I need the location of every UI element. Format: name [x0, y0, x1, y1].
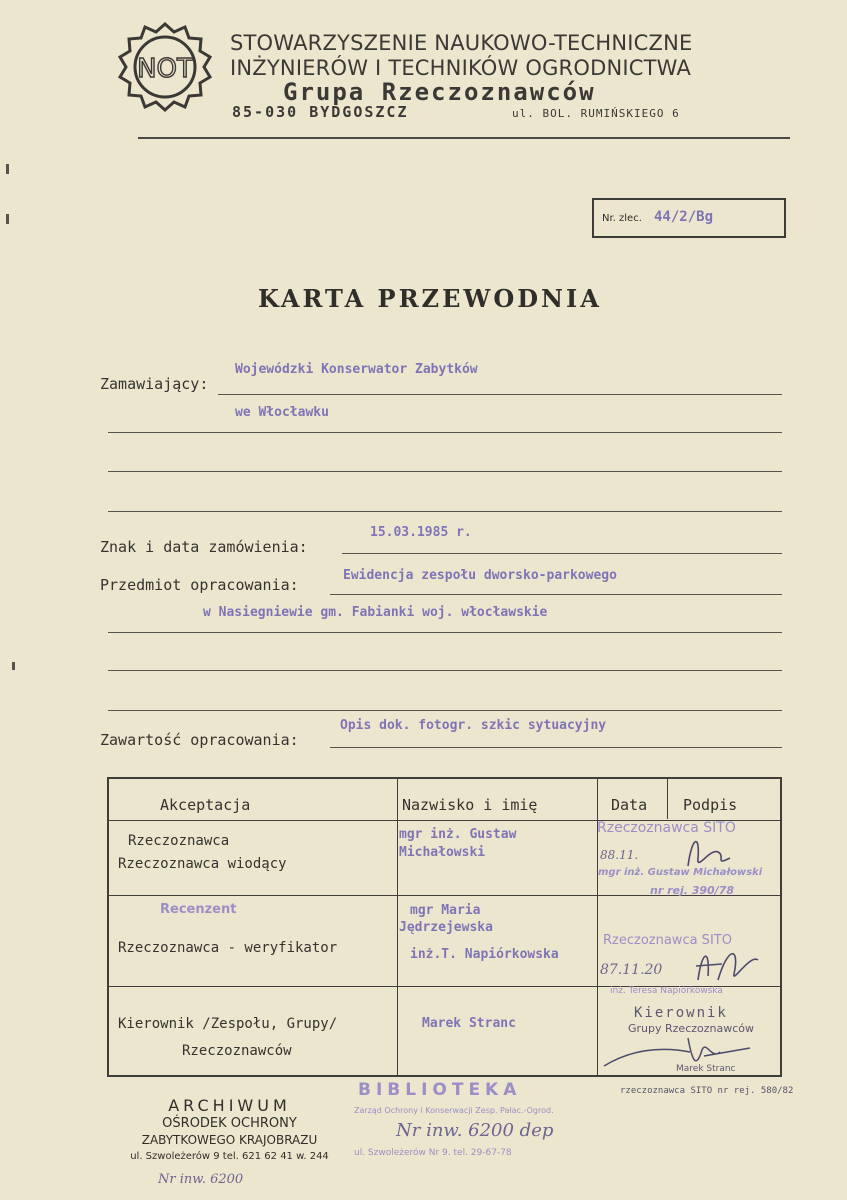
margin-mark-3 [12, 662, 15, 670]
header-city: 85-030 BYDGOSZCZ [232, 103, 409, 121]
order-date-label: Znak i data zamówienia: [100, 538, 308, 556]
header-organization-line2: INŻYNIERÓW I TECHNIKÓW OGRODNICTWA [230, 56, 692, 80]
library-stamp-line2: Zarząd Ochrony i Konserwacji Zesp. Pałac.-Ogrod. [354, 1106, 554, 1115]
sito-registry-stamp: rzeczoznawca SITO nr rej. 580/82 [620, 1086, 794, 1096]
contents-label: Zawartość opracowania: [100, 731, 299, 749]
subject-value-line1: Ewidencja zespołu dworsko-parkowego [343, 568, 617, 583]
client-rule-2 [108, 432, 782, 433]
row1-stamp-name: mgr inż. Gustaw Michałowski [598, 867, 763, 878]
row1-role-line1: Rzeczoznawca [128, 833, 230, 849]
row1-name-line1: mgr inż. Gustaw [399, 827, 517, 842]
svg-text:NOT: NOT [137, 54, 193, 84]
row2-name-line2: Jędrzejewska [399, 920, 493, 935]
subject-rule-1 [330, 594, 782, 595]
archive-stamp-line2: OŚRODEK OCHRONY [162, 1116, 297, 1131]
row1-stamp-registry: nr rej. 390/78 [650, 884, 735, 897]
subject-label: Przedmiot opracowania: [100, 576, 299, 594]
margin-mark-1 [6, 164, 9, 174]
header-street: ul. BOL. RUMIŃSKIEGO 6 [512, 107, 680, 120]
row1-stamp-title: Rzeczoznawca SITO [597, 820, 736, 836]
subject-rule-3 [108, 670, 782, 671]
table-header-nazwisko: Nazwisko i imię [402, 796, 538, 814]
archive-stamp-title: ARCHIWUM [168, 1096, 291, 1115]
row2-signature [688, 940, 778, 990]
row2-stamp-name: inż. Teresa Napiórkowska [610, 986, 723, 996]
subject-value-line2: w Nasiegniewie gm. Fabianki woj. włocławskie [203, 605, 548, 620]
row2-name-line1: mgr Maria [410, 903, 481, 918]
margin-mark-2 [6, 214, 9, 224]
ndt-gear-logo [112, 20, 218, 126]
client-rule-3 [108, 471, 782, 472]
library-stamp-address: ul. Szwoleżerów Nr 9. tel. 29-67-78 [354, 1148, 512, 1158]
row3-stamp-title: Kierownik [634, 1005, 728, 1021]
order-date-value: 15.03.1985 r. [370, 525, 472, 540]
row3-role-line2: Rzeczoznawców [182, 1043, 292, 1059]
client-value-line1: Wojewódzki Konserwator Zabytków [235, 362, 478, 377]
row3-signature [600, 1030, 780, 1075]
row3-role-line1: Kierownik /Zespołu, Grupy/ [118, 1016, 338, 1032]
row2-date: 87.11.20 [600, 962, 663, 978]
contents-value: Opis dok. fotogr. szkic sytuacyjny [340, 718, 607, 733]
subject-rule-2 [108, 632, 782, 633]
table-header-data: Data [611, 796, 648, 814]
table-header-akceptacja: Akceptacja [160, 796, 251, 814]
client-rule-1 [218, 394, 782, 395]
row3-stamp-group: Grupy Rzeczoznawców [628, 1022, 755, 1035]
library-stamp-title: BIBLIOTEKA [358, 1080, 522, 1100]
row3-name: Marek Stranc [422, 1016, 516, 1031]
header-rule [138, 137, 790, 139]
row2-stamp-title: Rzeczoznawca SITO [603, 933, 732, 948]
archive-stamp-line3: ZABYTKOWEGO KRAJOBRAZU [141, 1133, 318, 1147]
order-number-value: 44/2/Bg [654, 209, 714, 225]
client-rule-4 [108, 511, 782, 512]
library-inventory-handwritten: Nr inw. 6200 dep [396, 1120, 554, 1141]
row1-signature [670, 828, 750, 878]
table-header-podpis: Podpis [683, 796, 738, 814]
client-label: Zamawiający: [100, 375, 209, 393]
order-number-label: Nr. zlec. [602, 213, 642, 224]
order-date-rule [342, 553, 782, 554]
subject-rule-4 [108, 710, 782, 711]
row2-role: Rzeczoznawca - weryfikator [118, 940, 338, 956]
row2-stamp-reviewer: Recenzent [160, 902, 237, 917]
row1-date: 88.11. [600, 848, 639, 862]
header-group-name: Grupa Rzeczoznawców [283, 78, 596, 106]
table-col-divider-1 [397, 779, 398, 1075]
row1-role-line2: Rzeczoznawca wiodący [118, 856, 287, 872]
archive-inventory-handwritten: Nr inw. 6200 [158, 1172, 244, 1187]
client-value-line2: we Włocławku [235, 405, 329, 420]
row2-name-line3: inż.T. Napiórkowska [410, 947, 559, 962]
row1-name-line2: Michałowski [399, 845, 486, 860]
archive-stamp-address: ul. Szwoleżerów 9 tel. 621 62 41 w. 244 [130, 1151, 329, 1162]
header-organization-line1: STOWARZYSZENIE NAUKOWO-TECHNICZNE [230, 31, 693, 55]
row3-stamp-name: Marek Stranc [676, 1064, 736, 1074]
table-col-divider-3 [667, 779, 668, 819]
contents-rule [330, 747, 782, 748]
page-title: KARTA PRZEWODNIA [258, 284, 602, 313]
